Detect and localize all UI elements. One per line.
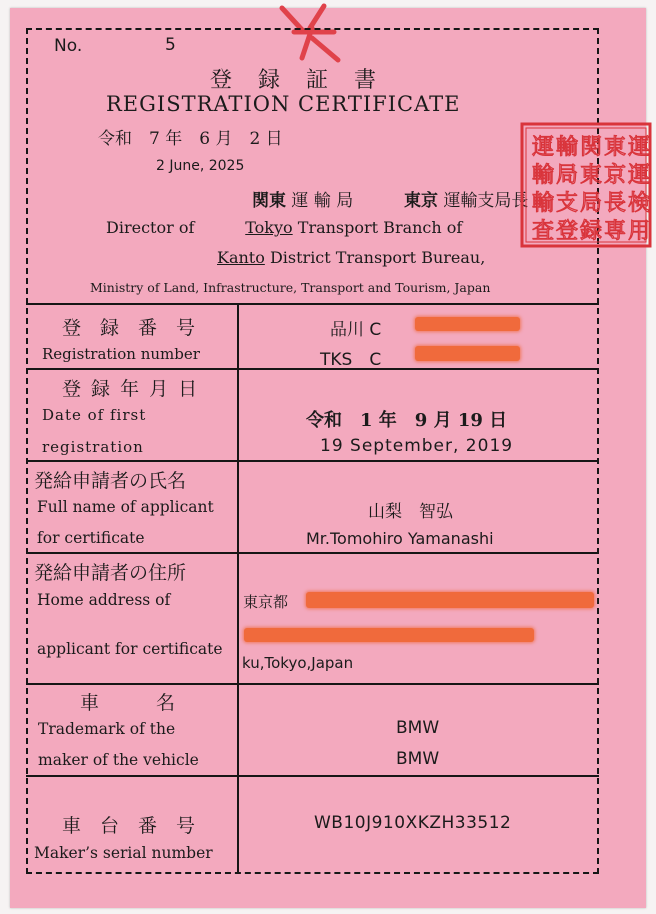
issue-date-english: 2 June, 2025 <box>156 158 245 174</box>
applicant-name-ja: 山梨 智弘 <box>368 502 453 522</box>
applicant-name-en: Mr.Tomohiro Yamanashi <box>306 529 494 548</box>
title-japanese: 登 録 証 書 <box>210 68 379 93</box>
issuer-en-bureau: District Transport Bureau, <box>269 248 486 267</box>
issuer-en-kanto: Kanto <box>217 248 265 267</box>
seal-glyph: 京 <box>604 163 627 188</box>
serial-number-value: WB10J910XKZH33512 <box>314 813 512 833</box>
seal-glyph: 支 <box>556 191 579 216</box>
seal-glyph: 運 <box>628 163 651 188</box>
applicant-address-city: ku,Tokyo,Japan <box>242 654 354 672</box>
redaction-bar <box>244 628 534 642</box>
issuer-bureau-suffix-ja: 運 輸 局 <box>291 191 354 211</box>
seal-glyph: 運 <box>532 135 555 160</box>
issuer-en-branch: Transport Branch of <box>297 218 463 237</box>
applicant-address-label-en-2: applicant for certificate <box>37 640 223 658</box>
applicant-name-label-en-2: for certificate <box>37 529 145 547</box>
frame-left-border <box>26 28 28 874</box>
seal-glyph: 輸 <box>532 191 555 216</box>
seal-glyph: 録 <box>580 219 603 244</box>
row-divider-4 <box>26 683 599 685</box>
first-registration-label-en-2: registration <box>42 438 144 456</box>
seal-glyph: 輸 <box>532 163 555 188</box>
seal-glyph: 輸 <box>556 135 579 160</box>
applicant-name-label-en-1: Full name of applicant <box>37 498 214 516</box>
applicant-address-label-ja: 発給申請者の住所 <box>34 562 187 584</box>
seal-glyph: 用 <box>628 219 651 244</box>
red-stamp-top <box>272 0 352 68</box>
table-top-line <box>26 303 599 305</box>
registration-number-label-en: Registration number <box>42 345 200 363</box>
row-divider-1 <box>26 368 599 370</box>
ministry-name: Ministry of Land, Infrastructure, Transport and Tourism, Japan <box>90 280 491 295</box>
official-seal <box>518 120 654 250</box>
row-divider-2 <box>26 460 599 462</box>
table-divider-vertical <box>237 303 239 873</box>
issue-date-japanese: 令和 7 年 6 月 2 日 <box>98 129 283 149</box>
redaction-bar <box>415 346 520 361</box>
registration-number-ja: 品川 C <box>330 320 382 340</box>
first-registration-label-ja: 登 録 年 月 日 <box>62 378 200 400</box>
issuer-en-tokyo: Tokyo <box>245 218 293 237</box>
trademark-label-ja: 車 名 <box>80 692 176 714</box>
seal-glyph: 運 <box>628 135 651 160</box>
certificate-number: 5 <box>165 35 176 55</box>
trademark-value-1: BMW <box>396 718 440 738</box>
title-english: REGISTRATION CERTIFICATE <box>106 92 461 116</box>
seal-glyph: 東 <box>604 135 627 160</box>
first-registration-date-ja: 令和 1 年 9 月 19 日 <box>306 410 508 431</box>
first-registration-date-en: 19 September, 2019 <box>320 436 514 456</box>
row-divider-5 <box>26 775 599 777</box>
first-registration-label-en-1: Date of first <box>42 406 147 424</box>
issuer-japanese <box>252 186 528 211</box>
certificate-number-label: No. <box>54 36 83 56</box>
issuer-english-line1 <box>106 218 462 237</box>
issuer-branch-suffix-ja: 運輸支局長 <box>443 191 529 211</box>
issuer-english-line2 <box>217 248 485 267</box>
trademark-label-en-2: maker of the vehicle <box>38 751 199 769</box>
seal-glyph: 局 <box>556 163 579 188</box>
frame-bottom-border <box>26 872 599 874</box>
seal-glyph: 専 <box>604 219 627 244</box>
serial-number-label-en: Maker’s serial number <box>34 844 213 862</box>
issuer-bureau-ja: 関東 <box>252 191 286 211</box>
registration-number-label-ja: 登 録 番 号 <box>62 317 196 339</box>
seal-glyph: 東 <box>580 163 603 188</box>
seal-glyph: 査 <box>532 219 555 244</box>
issuer-branch-ja: 東京 <box>404 191 439 211</box>
row-divider-3 <box>26 552 599 554</box>
trademark-value-2: BMW <box>396 749 440 769</box>
seal-glyph: 関 <box>580 135 603 160</box>
applicant-address-label-en-1: Home address of <box>37 591 171 609</box>
redaction-bar <box>306 592 594 608</box>
serial-number-label-ja: 車 台 番 号 <box>62 815 196 837</box>
seal-glyph: 検 <box>628 191 651 216</box>
issuer-en-director: Director of <box>106 218 195 237</box>
certificate-paper <box>10 8 651 908</box>
applicant-address-prefecture: 東京都 <box>243 593 289 611</box>
seal-glyph: 長 <box>604 191 627 216</box>
seal-glyph: 登 <box>556 219 579 244</box>
trademark-label-en-1: Trademark of the <box>38 720 176 738</box>
redaction-bar <box>415 317 520 331</box>
seal-glyph: 局 <box>580 191 603 216</box>
applicant-name-label-ja: 発給申請者の氏名 <box>34 470 187 492</box>
registration-number-en: TKS C <box>320 350 382 370</box>
frame-top-border <box>26 28 599 30</box>
